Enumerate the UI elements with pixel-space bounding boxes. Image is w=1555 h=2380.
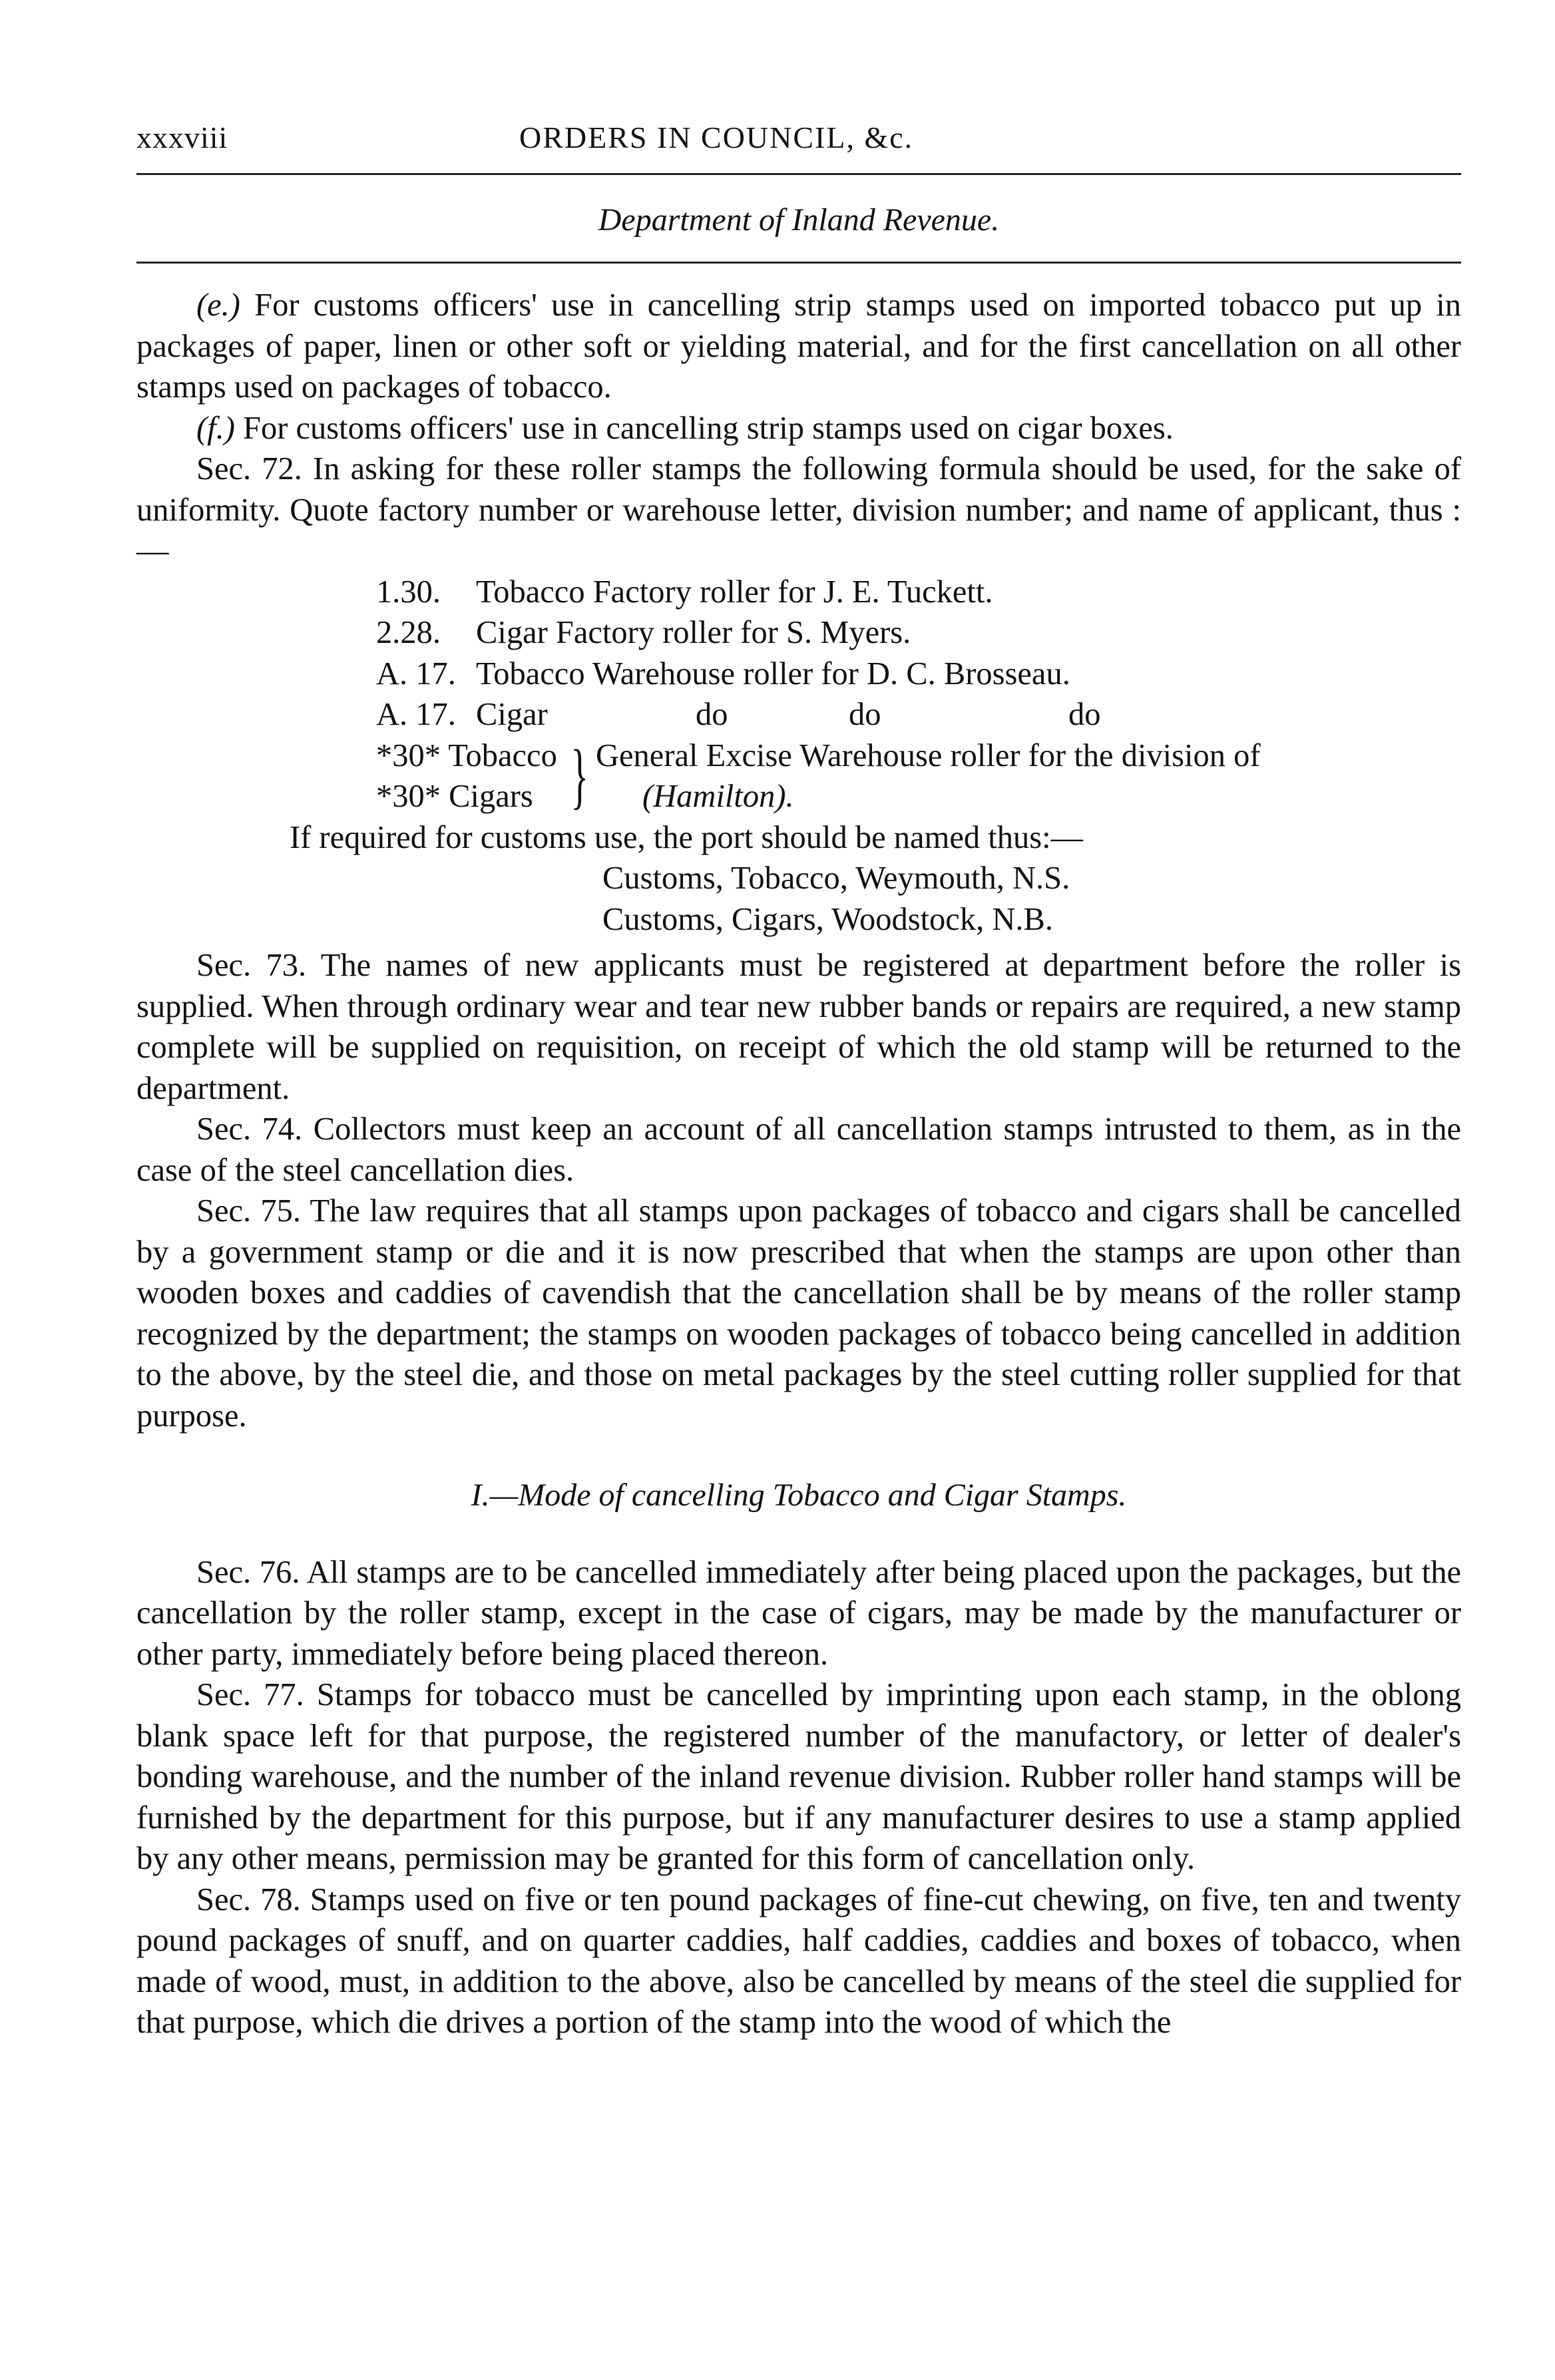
section-73: Sec. 73. The names of new applicants must be registered at department before the roller is supplied. When through ordinary wear and tear new rubber bands or repairs are required, a new stamp complete will be supplied on requisition, on receipt of which the old stamp will be returned to the department. [136, 948, 1461, 1106]
formula-list-item [376, 612, 1461, 654]
brace-row [376, 735, 562, 777]
section-76: Sec. 76. All stamps are to be cancelled immediately after being placed upon the packages, but the cancellation by the roller stamp, except in the case of cigars, may be made by the manufacturer or other party, immediately before being placed thereon. [136, 1554, 1461, 1672]
formula-item: Cigar [476, 697, 548, 732]
header-rule-bottom [136, 262, 1461, 264]
formula-list-item [376, 572, 1461, 613]
ditto-mark: do [696, 697, 728, 732]
paragraph-f-text: For customs officers' use in cancelling strip stamps used on cigar boxes. [243, 410, 1174, 446]
formula-code: *30* [376, 737, 441, 773]
formula-code: A. 17. [376, 656, 456, 692]
brace-right-line: General Excise Warehouse roller for the division of [596, 737, 1261, 773]
formula-code: *30* [376, 779, 441, 814]
section-72: Sec. 72. In asking for these roller stamps the following formula should be used, for the sake of uniformity. Quote factory number or warehouse letter, division number; and name of applicant, thus :— [136, 451, 1461, 568]
paragraph-e [136, 285, 1461, 408]
brace-symbol: } [570, 734, 588, 816]
page-header [136, 100, 1461, 173]
paragraph-e-text: For customs officers' use in cancelling strip stamps used on imported tobacco put up in packages of paper, linen or other soft or yielding material, and for the first cancellation on all other stamps used on packages of tobacco. [136, 288, 1462, 405]
page-number: xxxviii [136, 120, 228, 154]
general-warehouse-rows [376, 735, 1461, 817]
brace-right-line: (Hamilton). [642, 779, 794, 814]
section-77: Sec. 77. Stamps for tobacco must be cancelled by imprinting upon each stamp, in the oblong blank space left for that purpose, the registered number of the manufactory, or letter of dealer's bonding warehouse, and the number of the inland revenue division. Rubber roller hand stamps will be furnished by the department for this purpose, but if any manufacturer desires to use a stamp applied by any other means, permission may be granted for this form of cancellation only. [136, 1677, 1461, 1876]
formula-code: 2.28. [376, 615, 441, 650]
customs-intro: If required for customs use, the port should be named thus:— [290, 819, 1084, 855]
section-78: Sec. 78. Stamps used on five or ten pound packages of fine-cut chewing, on five, ten and twenty pound packages of snuff, and on quarter caddies, half caddies, caddies and boxes of tobacco, when made of wood, must, in addition to the above, also be cancelled by means of the steel die supplied for that purpose, which die drives a portion of the stamp into the wood of which the [136, 1882, 1461, 2040]
department-title: Department of Inland Revenue. [598, 202, 1000, 238]
formula-item: Tobacco [448, 737, 557, 773]
section-heading: I.—Mode of cancelling Tobacco and Cigar Stamps. [471, 1478, 1127, 1513]
ditto-mark: do [1068, 697, 1101, 732]
formula-list [376, 572, 1461, 735]
formula-text: Tobacco Factory roller for J. E. Tuckett. [476, 574, 993, 610]
document-page [136, 100, 1461, 2043]
paragraph-e-label: (e.) [196, 288, 240, 323]
section-74: Sec. 74. Collectors must keep an account of all cancellation stamps intrusted to them, as in the case of the steel cancellation dies. [136, 1111, 1461, 1188]
formula-text: Tobacco Warehouse roller for D. C. Brosseau. [476, 656, 1070, 692]
brace-left-column [376, 735, 562, 817]
customs-list [602, 858, 1461, 940]
formula-list-item-ditto [376, 694, 1461, 735]
brace-right-column [596, 735, 1261, 817]
formula-text: Cigar Factory roller for S. Myers. [476, 615, 911, 650]
formula-item: Cigars [449, 779, 533, 814]
paragraph-f [136, 408, 1461, 449]
paragraph-f-label: (f.) [196, 410, 235, 446]
formula-code: A. 17. [376, 697, 456, 732]
customs-list-item: Customs, Cigars, Woodstock, N.B. [602, 901, 1053, 937]
section-75: Sec. 75. The law requires that all stamps upon packages of tobacco and cigars shall be cancelled by a government stamp or die and it is now prescribed that when the stamps are upon other than wooden boxes and caddies of cavendish that the cancellation shall be by means of the roller stamp recognized by the department; the stamps on wooden packages of tobacco being cancelled in addition to the above, by the steel die, and those on metal packages by the steel cutting roller supplied for that purpose. [136, 1193, 1461, 1434]
ditto-mark: do [849, 697, 881, 732]
formula-list-item [376, 654, 1461, 695]
document-body [136, 285, 1461, 2043]
brace-row [376, 776, 562, 817]
formula-code: 1.30. [376, 574, 441, 610]
running-title: ORDERS IN COUNCIL, &c. [519, 120, 914, 154]
customs-list-item: Customs, Tobacco, Weymouth, N.S. [602, 861, 1070, 896]
